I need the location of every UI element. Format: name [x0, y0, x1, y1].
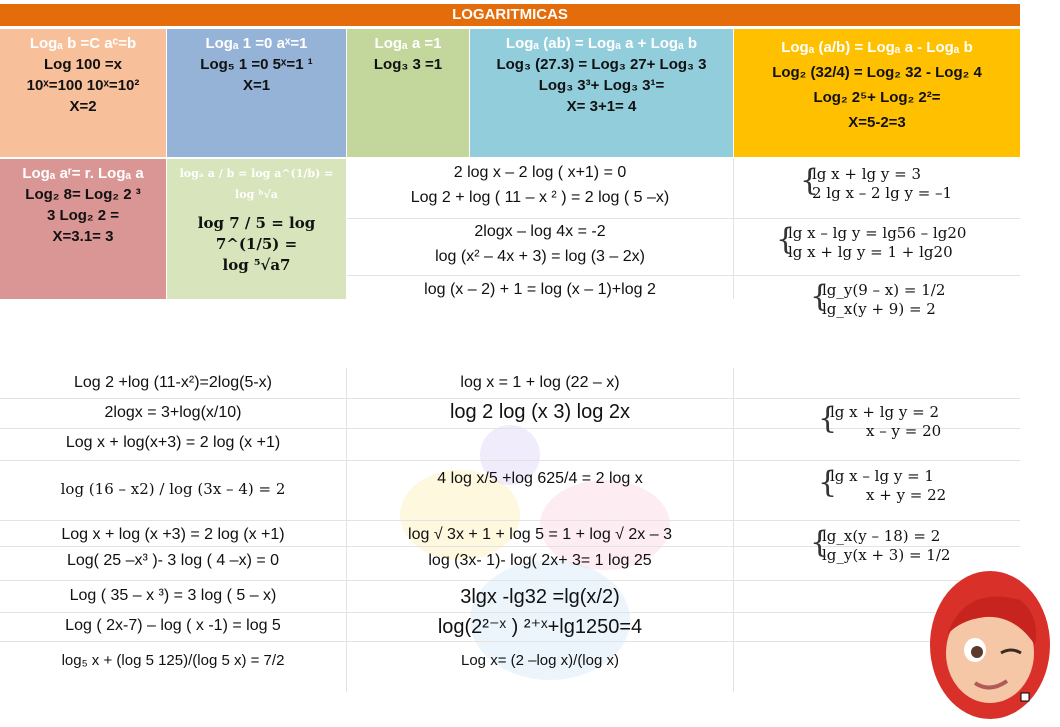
equation: log √ 3x + 1 + log 5 = 1 + log √ 2x – 3	[408, 526, 672, 543]
system-line: lg x + lg y = 3	[812, 165, 922, 183]
equation: 2 log x – 2 log ( x+1) = 0	[453, 164, 627, 181]
rule-cell-log-one	[167, 29, 346, 157]
equation: Log 2 +log (11-x²)=2log(5-x)	[73, 374, 273, 391]
equation-system: { lg x + lg y = 2 x – y = 20	[818, 401, 942, 440]
rule-cell-product	[470, 29, 733, 157]
equation: log (16 – x2) / log (3x – 4) = 2	[60, 480, 286, 498]
rule-line: Logₐ aʳ= r. Logₐ a	[22, 165, 144, 182]
system-line: 2 lg x – 2 lg y = –1	[812, 184, 953, 202]
rule-line: Log₃ 3³+ Log₃ 3¹=	[538, 77, 665, 94]
rule-line: X= 3+1= 4	[566, 98, 637, 115]
equation-system: { lg x – lg y = 1 x + y = 22	[818, 465, 947, 504]
rule-line: Log₂ (32/4) = Log₂ 32 - Log₂ 4	[772, 64, 982, 81]
equation-system: { lg_x(y – 18) = 2 lg_y(x + 3) = 1/2	[810, 525, 951, 564]
rule-line: Logₐ b =C aᶜ=b	[29, 35, 137, 52]
rule-line: 3 Log₂ 2 =	[46, 207, 120, 224]
equation: Log 2 + log ( 11 – x ² ) = 2 log ( 5 –x)	[410, 189, 670, 206]
rule-line: log ⁵√a7	[222, 256, 291, 274]
equation: 3lgx -lg32 =lg(x/2)	[460, 586, 620, 608]
system-line: lg_y(9 – x) = 1/2	[822, 281, 946, 299]
rule-line: X=1	[242, 77, 271, 94]
system-line: lg x – lg y = lg56 – lg20	[788, 224, 967, 242]
system-line: x + y = 22	[866, 486, 947, 504]
page-title: LOGARITMICAS	[0, 4, 1020, 26]
rule-line: Log₃ (27.3) = Log₃ 27+ Log₃ 3	[496, 56, 707, 73]
avatar	[925, 565, 1055, 725]
equation-system: { lg_y(9 – x) = 1/2 lg_x(y + 9) = 2	[810, 279, 946, 318]
equation-system: { lg x + lg y = 3 2 lg x – 2 lg y = –1	[800, 163, 953, 202]
equation: 2logx = 3+log(x/10)	[104, 404, 242, 421]
system-line: lg_x(y + 9) = 2	[822, 300, 936, 318]
equation: Log ( 35 – x ³) = 3 log ( 5 – x)	[69, 587, 277, 604]
system-line: x – y = 20	[866, 422, 942, 440]
rule-cell-log-base	[347, 29, 469, 157]
rule-line: Logₐ a =1	[374, 35, 442, 52]
equation: log (x – 2) + 1 = log (x – 1)+log 2	[424, 281, 656, 298]
system-line: lg x – lg y = 1	[830, 467, 934, 485]
rule-line: Log₅ 1 =0 5ˣ=1 ¹	[200, 56, 313, 73]
rule-line: logₐ a / b = log a^(1/b) = log ᵇ√a	[179, 167, 334, 201]
equation: 2logx – log 4x = -2	[474, 223, 606, 240]
equation-system: { lg x – lg y = lg56 – lg20 lg x + lg y = 1 + lg20	[776, 222, 967, 261]
rule-line: Logₐ (a/b) = Logₐ a - Logₐ b	[781, 39, 973, 56]
rule-line: Logₐ (ab) = Logₐ a + Logₐ b	[505, 35, 698, 52]
equation: log (x² – 4x + 3) = log (3 – 2x)	[435, 248, 645, 265]
equation: 4 log x/5 +log 625/4 = 2 log x	[437, 470, 643, 487]
equation: log₅ x + (log 5 125)/(log 5 x) = 7/2	[61, 652, 285, 669]
rule-line: Log₂ 2⁵+ Log₂ 2²=	[813, 89, 941, 106]
equation: Log ( 2x-7) – log ( x -1) = log 5	[65, 617, 281, 634]
equation: Log x + log(x+3) = 2 log (x +1)	[65, 434, 281, 451]
rule-cell-quotient	[734, 29, 1020, 157]
rule-line: X=5-2=3	[848, 114, 906, 131]
equation: Log( 25 –x³ )- 3 log ( 4 –x) = 0	[66, 552, 280, 569]
rule-line: X=2	[69, 98, 97, 115]
rule-line: 10ˣ=100 10ˣ=10²	[26, 77, 140, 94]
rule-cell-power	[0, 159, 166, 299]
rule-line: Log 100 =x	[44, 56, 122, 73]
rule-line: Log₂ 8= Log₂ 2 ³	[25, 186, 141, 203]
equation: Log x= (2 –log x)/(log x)	[461, 652, 619, 669]
rule-cell-definition	[0, 29, 166, 157]
system-line: lg x + lg y = 1 + lg20	[788, 243, 953, 261]
system-line: lg x + lg y = 2	[830, 403, 940, 421]
system-line: lg_y(x + 3) = 1/2	[822, 546, 951, 564]
rule-line: log 7 / 5 = log 7^(1/5) =	[197, 214, 316, 253]
equation: log x = 1 + log (22 – x)	[460, 374, 620, 391]
rule-cell-root	[167, 159, 346, 299]
system-line: lg_x(y – 18) = 2	[822, 527, 941, 545]
equation: log 2 log (x 3) log 2x	[449, 401, 631, 423]
equation: log(2²⁻ˣ ) ²⁺ˣ+lg1250=4	[437, 616, 643, 638]
equation: Log x + log (x +3) = 2 log (x +1)	[61, 526, 285, 543]
equation: log (3x- 1)- log( 2x+ 3= 1 log 25	[428, 552, 652, 569]
rule-line: Log₃ 3 =1	[373, 56, 443, 73]
rule-line: Logₐ 1 =0 aˣ=1	[205, 35, 308, 52]
rule-line: X=3.1= 3	[52, 228, 114, 245]
